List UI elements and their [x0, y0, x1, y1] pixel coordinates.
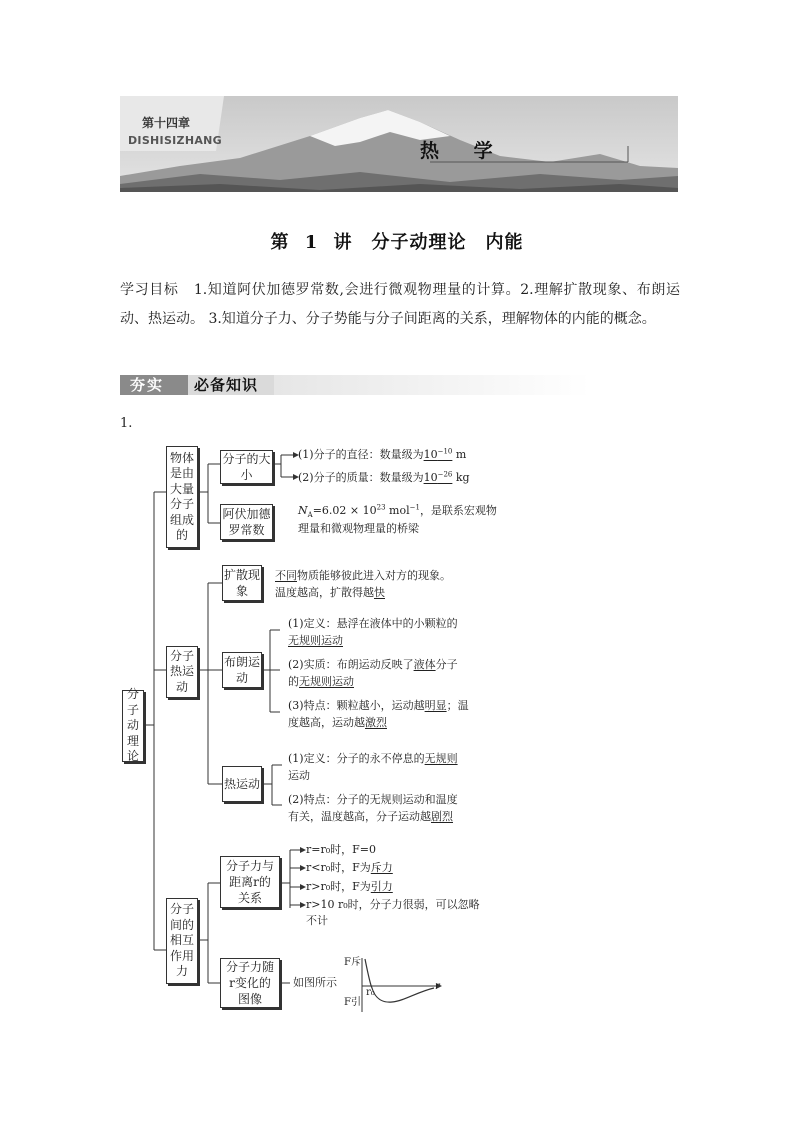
thermal-motion-node: 热运动 [222, 766, 262, 802]
section-label-right: 必备知识 [194, 376, 259, 394]
chapter-number: 第十四章 [142, 116, 191, 130]
brownian-def-line2: 无规则运动 [288, 634, 343, 647]
brownian-def-line1: (1)定义：悬浮在液体中的小颗粒的 [288, 617, 458, 630]
thermal-feature-line1: (2)特点：分子的无规则运动和温度 [288, 793, 458, 806]
brownian-essence-line2: 的无规则运动 [288, 675, 354, 688]
graph-reference-text: 如图所示 [293, 976, 337, 989]
brownian-feature-line1: (3)特点：颗粒越小，运动越明显；温 [288, 699, 469, 712]
avogadro-node: 阿伏加德罗常数 [220, 504, 273, 540]
item-number: 1. [120, 416, 133, 431]
lecture-title: 第 1 讲 分子动理论 内能 [270, 232, 524, 253]
branch-thermal-motion-node: 分子热运动 [166, 646, 198, 698]
graph-label-r: r [435, 981, 440, 992]
force-distance-node: 分子力与距离r的关系 [220, 856, 280, 908]
force-curve-graph [342, 956, 446, 1018]
thermal-def-line2: 运动 [288, 769, 310, 782]
brownian-feature-line2: 度越高，运动越激烈 [288, 716, 387, 729]
diffusion-node: 扩散现象 [222, 565, 262, 601]
root-node: 分子动理论 [122, 690, 144, 762]
section-label-left: 夯实 [130, 376, 165, 394]
thermal-def-line1: (1)定义：分子的永不停息的无规则 [288, 752, 458, 765]
molecule-size-node: 分子的大小 [220, 450, 273, 484]
force-case-far-line2: 不计 [306, 914, 328, 927]
avogadro-value-text: $N_A=6.02 \times 10^{23}$ mol$^{-1}$，是联系宏观物 [298, 503, 497, 520]
brownian-node: 布朗运动 [222, 652, 262, 688]
graph-label-attractive: F引 [344, 997, 361, 1008]
branch-interaction-node: 分子间的相互作用力 [166, 898, 198, 984]
diffusion-line2: 温度越高，扩散得越快 [275, 586, 385, 599]
force-case-greater: r>r₀时，F为引力 [306, 880, 393, 893]
graph-label-r0: r₀ [366, 987, 375, 998]
diameter-text: (1)分子的直径：数量级为$10^{-10}$ m [298, 447, 467, 461]
thermal-feature-line2: 有关，温度越高，分子运动越剧烈 [288, 810, 453, 823]
objectives-label: 学习目标 [120, 282, 179, 298]
mass-text: (2)分子的质量：数量级为$10^{-26}$ kg [298, 470, 470, 484]
diffusion-line1: 不同物质能够彼此进入对方的现象。 [275, 569, 451, 582]
chapter-pinyin: DISHISIZHANG [128, 134, 222, 147]
brownian-essence-line1: (2)实质：布朗运动反映了液体分子 [288, 658, 458, 671]
force-graph-node: 分子力随r变化的图像 [220, 958, 280, 1008]
avogadro-desc-text: 理量和微观物理量的桥梁 [298, 522, 419, 535]
chapter-title: 热 学 [420, 140, 507, 162]
branch-composition-node: 物体是由大量分子组成的 [166, 446, 198, 548]
graph-label-repulsive: F斥 [344, 957, 361, 968]
objectives-text: 1.知道阿伏加德罗常数,会进行微观物理量的计算。2.理解扩散现象、布朗运动、热运动。 3.知道分子力、分子势能与分子间距离的关系，理解物体的内能的概念。 [120, 282, 680, 327]
force-case-equal: r=r₀时，F=0 [306, 843, 376, 856]
force-case-far-line1: r>10 r₀时，分子力很弱，可以忽略 [306, 898, 480, 911]
force-case-less: r<r₀时，F为斥力 [306, 861, 393, 874]
